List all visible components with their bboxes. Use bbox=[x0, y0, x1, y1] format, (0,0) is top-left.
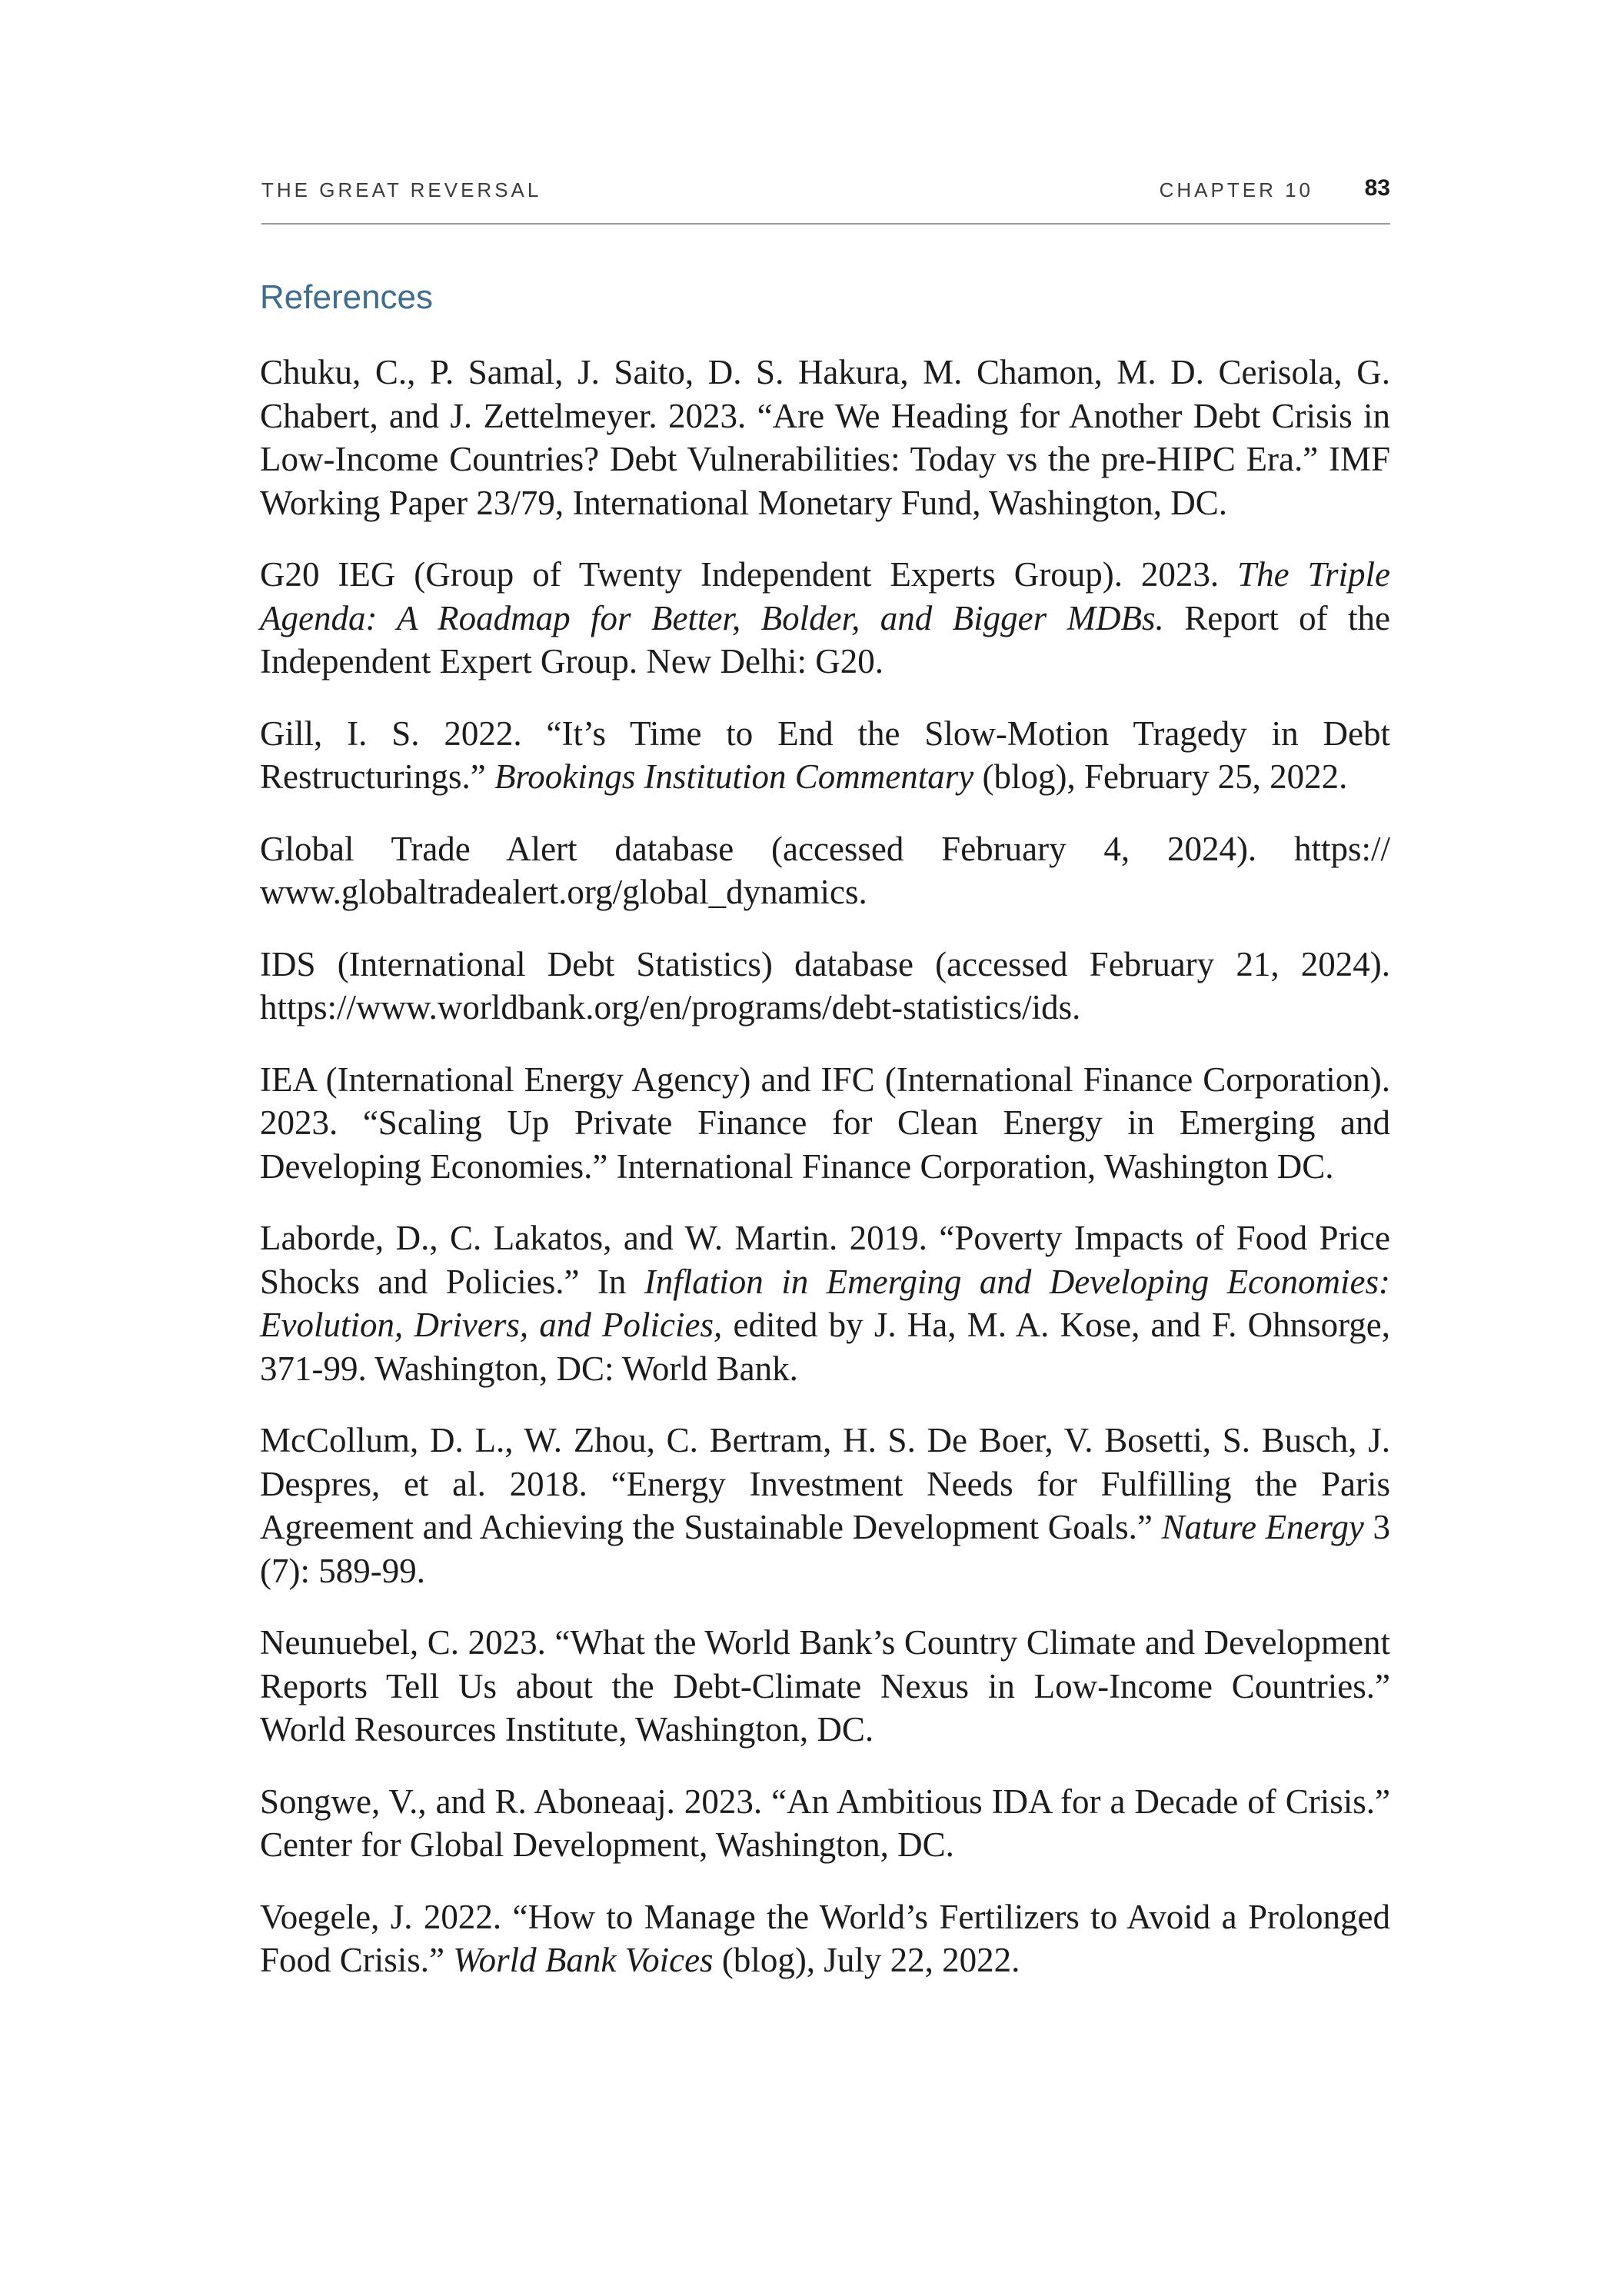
reference-italic-title: Brookings Institution Commentary bbox=[494, 757, 974, 796]
book-title: THE GREAT REVERSAL bbox=[261, 178, 542, 201]
reference-text-end: (blog), July 22, 2022. bbox=[713, 1941, 1020, 1979]
reference-text-end: (blog), February 25, 2022. bbox=[973, 757, 1348, 796]
reference-item bbox=[260, 1895, 1390, 1982]
reference-item bbox=[260, 1621, 1390, 1752]
reference-italic-title: Nature Energy bbox=[1161, 1508, 1364, 1546]
reference-text: Global Trade Alert database (accessed February 4, 2024). https:// www.globaltradealert.org/global_dynamics. bbox=[260, 829, 1390, 911]
reference-list bbox=[260, 351, 1390, 2011]
reference-item bbox=[260, 553, 1390, 684]
section-heading: References bbox=[260, 278, 434, 316]
reference-item bbox=[260, 1419, 1390, 1592]
reference-text: G20 IEG (Group of Twenty Independent Experts Group). 2023. bbox=[260, 555, 1238, 594]
reference-text: Songwe, V., and R. Aboneaaj. 2023. “An Ambitious IDA for a Decade of Crisis.” Center for Global Development, Washington, DC. bbox=[260, 1782, 1390, 1864]
reference-italic-title: The Triple Agenda: A Roadmap for Better, Bolder, and Bigger MDBs. bbox=[260, 555, 1390, 637]
page-number: 83 bbox=[1364, 175, 1390, 201]
reference-item bbox=[260, 943, 1390, 1030]
chapter-label: CHAPTER 10 bbox=[1159, 178, 1313, 201]
reference-italic-title: World Bank Voices bbox=[453, 1941, 714, 1979]
reference-item bbox=[260, 1058, 1390, 1189]
reference-item bbox=[260, 712, 1390, 799]
reference-italic-title: Inflation in Emerging and Developing Economies: Evolution, Drivers, and Policies, bbox=[260, 1262, 1390, 1344]
reference-item bbox=[260, 1216, 1390, 1390]
reference-text: IDS (International Debt Statistics) database (accessed February 21, 2024). https://www.worldbank.org/en/programs/debt-statistics/ids. bbox=[260, 944, 1390, 1027]
reference-item bbox=[260, 827, 1390, 914]
reference-text: Voegele, J. 2022. “How to Manage the World’s Fertilizers to Avoid a Prolonged Food Crisis.” bbox=[260, 1897, 1390, 1979]
reference-text: Laborde, D., C. Lakatos, and W. Martin. 2019. “Poverty Impacts of Food Price Shocks and Policies.” In bbox=[260, 1219, 1390, 1301]
reference-text: Neunuebel, C. 2023. “What the World Bank’s Country Climate and Development Reports Tell Us about the Debt-Climate Nexus in Low-Income Countries.” World Resources Institute, Washington, DC. bbox=[260, 1623, 1390, 1749]
reference-text: McCollum, D. L., W. Zhou, C. Bertram, H. S. De Boer, V. Bosetti, S. Busch, J. Despres, et al. 2018. “Energy Investment Needs for Fulfilling the Paris Agreement and Achieving the Sustainable Development Goals.” bbox=[260, 1421, 1390, 1546]
reference-text: Gill, I. S. 2022. “It’s Time to End the Slow-Motion Tragedy in Debt Restructurings.” bbox=[260, 714, 1390, 796]
reference-item bbox=[260, 351, 1390, 524]
reference-text-end: Report of the Independent Expert Group. New Delhi: G20. bbox=[260, 598, 1391, 680]
reference-text: IEA (International Energy Agency) and IFC (International Finance Corporation). 2023. “Scaling Up Private Finance for Clean Energy in Emerging and Developing Economies.” International Finance Corporation, Washington DC. bbox=[260, 1060, 1390, 1186]
reference-text-end: edited by J. Ha, M. A. Kose, and F. Ohnsorge, 371-99. Washington, DC: World Bank. bbox=[260, 1306, 1391, 1388]
reference-item bbox=[260, 1780, 1390, 1867]
reference-text: Chuku, C., P. Samal, J. Saito, D. S. Hakura, M. Chamon, M. D. Cerisola, G. Chabert, and J. Zettelmeyer. 2023. “Are We Heading for Another Debt Crisis in Low-Income Countries? Debt Vulnerabilities: Today vs the pre-HIPC Era.” IMF Working Paper 23/79, International Monetary Fund, Washington, DC. bbox=[260, 353, 1390, 522]
running-header bbox=[261, 174, 1390, 225]
reference-text-end: 3 (7): 589-99. bbox=[260, 1508, 1391, 1590]
